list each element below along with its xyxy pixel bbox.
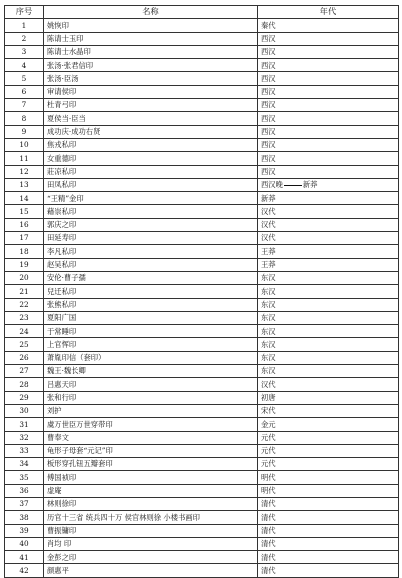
row-number: 4 — [5, 59, 44, 72]
table-row — [5, 311, 399, 324]
row-number: 37 — [5, 497, 44, 510]
seal-era: 东汉 — [258, 285, 399, 298]
seal-name: 龟形子母套“元记”印 — [44, 444, 258, 457]
table-body — [5, 19, 399, 577]
seal-era: 清代 — [258, 551, 399, 564]
row-number: 21 — [5, 285, 44, 298]
seal-name: 陈请士水晶印 — [44, 45, 258, 58]
row-number: 24 — [5, 325, 44, 338]
seal-catalog-table — [4, 5, 399, 578]
seal-era: 东汉 — [258, 338, 399, 351]
seal-era: 元代 — [258, 458, 399, 471]
seal-name: 审请侯印 — [44, 85, 258, 98]
seal-era: 清代 — [258, 537, 399, 550]
seal-name: 于常睡印 — [44, 325, 258, 338]
table-row — [5, 391, 399, 404]
seal-era: 东汉 — [258, 271, 399, 284]
table-row — [5, 258, 399, 271]
seal-name: 肖均 印 — [44, 537, 258, 550]
seal-era: 东汉 — [258, 298, 399, 311]
table-row — [5, 165, 399, 178]
table-row — [5, 524, 399, 537]
seal-era: 王莽 — [258, 245, 399, 258]
seal-era — [258, 178, 399, 191]
row-number: 11 — [5, 152, 44, 165]
header-number: 序号 — [5, 6, 44, 19]
row-number: 18 — [5, 245, 44, 258]
table-row — [5, 232, 399, 245]
row-number: 3 — [5, 45, 44, 58]
row-number: 42 — [5, 564, 44, 577]
table-row — [5, 19, 399, 32]
seal-era: 东汉 — [258, 311, 399, 324]
row-number: 20 — [5, 271, 44, 284]
row-number: 14 — [5, 192, 44, 205]
table-row — [5, 125, 399, 138]
seal-era: 清代 — [258, 511, 399, 524]
table-row — [5, 511, 399, 524]
seal-name: 虞万世臣万世穿带印 — [44, 418, 258, 431]
seal-name: 金彭之印 — [44, 551, 258, 564]
header-name: 名称 — [44, 6, 258, 19]
table-row — [5, 152, 399, 165]
seal-name: 李凡私印 — [44, 245, 258, 258]
seal-era: 汉代 — [258, 378, 399, 391]
seal-name: 藉崇私印 — [44, 205, 258, 218]
seal-era: 王莽 — [258, 258, 399, 271]
seal-name: 杜青弓印 — [44, 99, 258, 112]
seal-name: 赵吴私印 — [44, 258, 258, 271]
seal-name: 安伦·曹子孺 — [44, 271, 258, 284]
seal-name: 张熊私印 — [44, 298, 258, 311]
seal-era: 汉代 — [258, 218, 399, 231]
seal-name: 萧胤印信（套印） — [44, 351, 258, 364]
seal-era: 东汉 — [258, 365, 399, 378]
row-number: 41 — [5, 551, 44, 564]
seal-era: 清代 — [258, 564, 399, 577]
seal-era: 清代 — [258, 497, 399, 510]
row-number: 33 — [5, 444, 44, 457]
seal-name: 张汤·臣汤 — [44, 72, 258, 85]
seal-era: 明代 — [258, 471, 399, 484]
row-number: 29 — [5, 391, 44, 404]
row-number: 6 — [5, 85, 44, 98]
table-row — [5, 325, 399, 338]
table-row — [5, 99, 399, 112]
seal-name: 莊凉私印 — [44, 165, 258, 178]
row-number: 36 — [5, 484, 44, 497]
seal-name: 傅国祯印 — [44, 471, 258, 484]
seal-name: 曹振镛印 — [44, 524, 258, 537]
table-row — [5, 338, 399, 351]
seal-era: 金元 — [258, 418, 399, 431]
seal-era: 西汉 — [258, 112, 399, 125]
row-number: 30 — [5, 404, 44, 417]
row-number: 12 — [5, 165, 44, 178]
table-row — [5, 458, 399, 471]
row-number: 8 — [5, 112, 44, 125]
table-row — [5, 271, 399, 284]
seal-name: 刘护 — [44, 404, 258, 417]
row-number: 22 — [5, 298, 44, 311]
table-header-row — [5, 6, 399, 19]
seal-name: “王精”金印 — [44, 192, 258, 205]
table-row — [5, 285, 399, 298]
seal-era: 秦代 — [258, 19, 399, 32]
seal-era: 汉代 — [258, 232, 399, 245]
row-number: 7 — [5, 99, 44, 112]
seal-name: 田延寿印 — [44, 232, 258, 245]
table-row — [5, 72, 399, 85]
table-row — [5, 45, 399, 58]
table-row — [5, 218, 399, 231]
seal-era: 西汉 — [258, 138, 399, 151]
seal-name: 吕惠天印 — [44, 378, 258, 391]
era-end: 新莽 — [302, 180, 318, 190]
table-row — [5, 178, 399, 191]
table-row — [5, 32, 399, 45]
row-number: 31 — [5, 418, 44, 431]
table-row — [5, 564, 399, 577]
seal-name: 兒迁私印 — [44, 285, 258, 298]
seal-name: 上官恽印 — [44, 338, 258, 351]
table-row — [5, 378, 399, 391]
table-row — [5, 245, 399, 258]
seal-era: 清代 — [258, 524, 399, 537]
row-number: 27 — [5, 365, 44, 378]
row-number: 39 — [5, 524, 44, 537]
seal-era: 西汉 — [258, 125, 399, 138]
table-row — [5, 138, 399, 151]
seal-name: 曹奉文 — [44, 431, 258, 444]
seal-name: 郭庆之印 — [44, 218, 258, 231]
row-number: 5 — [5, 72, 44, 85]
table-row — [5, 205, 399, 218]
seal-era: 元代 — [258, 444, 399, 457]
row-number: 2 — [5, 32, 44, 45]
seal-era: 西汉 — [258, 72, 399, 85]
row-number: 25 — [5, 338, 44, 351]
seal-era: 宋代 — [258, 404, 399, 417]
table-row — [5, 497, 399, 510]
row-number: 16 — [5, 218, 44, 231]
era-start: 西汉晚 — [261, 180, 283, 190]
table-row — [5, 537, 399, 550]
row-number: 15 — [5, 205, 44, 218]
seal-era: 西汉 — [258, 165, 399, 178]
table-row — [5, 192, 399, 205]
table-row — [5, 59, 399, 72]
seal-name: 张汤·张君信印 — [44, 59, 258, 72]
seal-era: 西汉 — [258, 45, 399, 58]
seal-name: 姚恢印 — [44, 19, 258, 32]
seal-era: 西汉 — [258, 99, 399, 112]
seal-era: 西汉 — [258, 152, 399, 165]
seal-name: 夏侯当·臣当 — [44, 112, 258, 125]
seal-era: 汉代 — [258, 205, 399, 218]
seal-era: 新莽 — [258, 192, 399, 205]
row-number: 19 — [5, 258, 44, 271]
row-number: 35 — [5, 471, 44, 484]
row-number: 38 — [5, 511, 44, 524]
seal-era: 东汉 — [258, 351, 399, 364]
row-number: 23 — [5, 311, 44, 324]
seal-name: 颜惠平 — [44, 564, 258, 577]
seal-name: 夏阳广国 — [44, 311, 258, 324]
table-row — [5, 112, 399, 125]
seal-era: 西汉 — [258, 59, 399, 72]
seal-era: 明代 — [258, 484, 399, 497]
row-number: 10 — [5, 138, 44, 151]
seal-name: 陈请士玉印 — [44, 32, 258, 45]
table-row — [5, 85, 399, 98]
table-row — [5, 351, 399, 364]
table-row — [5, 298, 399, 311]
row-number: 17 — [5, 232, 44, 245]
seal-name: 张和行印 — [44, 391, 258, 404]
row-number: 1 — [5, 19, 44, 32]
seal-era: 东汉 — [258, 325, 399, 338]
row-number: 28 — [5, 378, 44, 391]
table-row — [5, 418, 399, 431]
row-number: 32 — [5, 431, 44, 444]
table-row — [5, 431, 399, 444]
header-era: 年代 — [258, 6, 399, 19]
seal-era: 初唐 — [258, 391, 399, 404]
seal-name: 田凤私印 — [44, 178, 258, 191]
table-row — [5, 484, 399, 497]
seal-name: 女重德印 — [44, 152, 258, 165]
table-row — [5, 471, 399, 484]
seal-era: 西汉 — [258, 32, 399, 45]
row-number: 13 — [5, 178, 44, 191]
seal-name: 成功庆·成功右贤 — [44, 125, 258, 138]
row-number: 26 — [5, 351, 44, 364]
seal-name: 板形穿孔钮五瓣套印 — [44, 458, 258, 471]
seal-era: 西汉 — [258, 85, 399, 98]
seal-name: 焦戎私印 — [44, 138, 258, 151]
seal-name: 历官十三省 统兵四十万 侯官林则徐 小楼书画印 — [44, 511, 258, 524]
seal-name: 魏王·魏长卿 — [44, 365, 258, 378]
table-row — [5, 404, 399, 417]
table-row — [5, 444, 399, 457]
table-row — [5, 365, 399, 378]
row-number: 40 — [5, 537, 44, 550]
seal-name: 林则徐印 — [44, 497, 258, 510]
row-number: 9 — [5, 125, 44, 138]
seal-name: 虚庵 — [44, 484, 258, 497]
row-number: 34 — [5, 458, 44, 471]
table-row — [5, 551, 399, 564]
seal-era: 元代 — [258, 431, 399, 444]
era-range-dash — [284, 185, 302, 186]
